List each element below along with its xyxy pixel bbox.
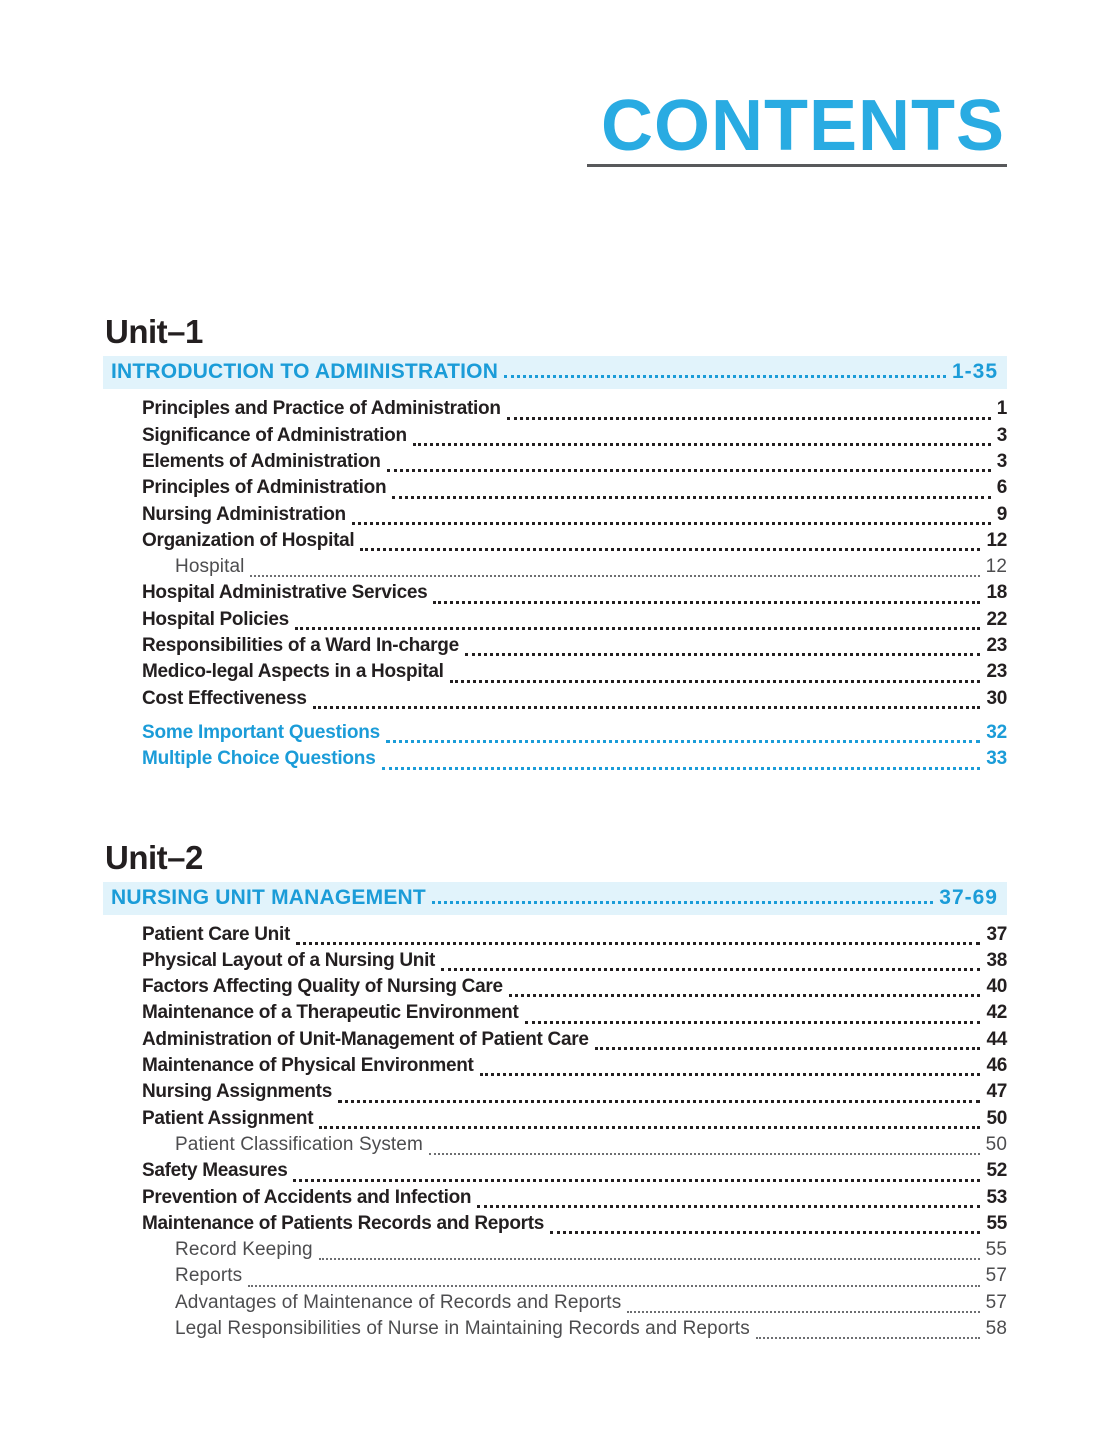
toc-entry-label: Patient Care Unit xyxy=(142,923,290,945)
toc-row xyxy=(142,477,1007,503)
extras-list xyxy=(103,722,1007,775)
toc-list xyxy=(103,398,1007,714)
toc-page-number: 30 xyxy=(986,687,1007,709)
toc-dotted-leader xyxy=(392,496,990,499)
toc-entry-label: Maintenance of Physical Environment xyxy=(142,1055,474,1077)
unit-block xyxy=(103,839,1007,1345)
toc-page-number: 12 xyxy=(986,529,1007,551)
toc-dotted-leader xyxy=(413,443,991,446)
toc-dotted-leader xyxy=(429,1153,980,1155)
toc-entry-label: Principles of Administration xyxy=(142,477,387,499)
toc-page-number: 12 xyxy=(985,556,1007,578)
toc-row xyxy=(142,530,1007,556)
toc-dotted-leader xyxy=(386,740,980,743)
toc-row xyxy=(142,635,1007,661)
toc-page-number: 32 xyxy=(986,721,1007,743)
toc-row xyxy=(142,950,1007,976)
toc-dotted-leader xyxy=(338,1100,980,1103)
section-title: INTRODUCTION TO ADMINISTRATION xyxy=(111,360,499,384)
toc-page-number: 22 xyxy=(986,608,1007,630)
toc-dotted-leader xyxy=(248,1285,979,1287)
toc-row xyxy=(142,722,1007,748)
toc-row xyxy=(142,609,1007,635)
toc-row xyxy=(142,1213,1007,1239)
toc-page-number: 1 xyxy=(996,398,1007,420)
toc-dotted-leader xyxy=(382,767,981,770)
toc-dotted-leader xyxy=(627,1311,979,1313)
toc-dotted-leader xyxy=(360,548,980,551)
toc-row xyxy=(142,1134,1007,1160)
toc-entry-label: Nursing Assignments xyxy=(142,1081,332,1103)
toc-entry-label: Medico-legal Aspects in a Hospital xyxy=(142,661,444,683)
toc-page-number: 38 xyxy=(986,949,1007,971)
toc-dotted-leader xyxy=(441,968,980,971)
toc-row xyxy=(142,556,1007,582)
toc-row xyxy=(142,688,1007,714)
toc-dotted-leader xyxy=(525,1021,981,1024)
toc-entry-label: Hospital Policies xyxy=(142,608,289,630)
toc-entry-label: Patient Assignment xyxy=(142,1107,314,1129)
toc-dotted-leader xyxy=(756,1337,980,1339)
toc-page-number: 55 xyxy=(986,1212,1007,1234)
toc-dotted-leader xyxy=(595,1047,981,1050)
toc-entry-label: Hospital Administrative Services xyxy=(142,582,428,604)
toc-row xyxy=(142,1081,1007,1107)
toc-row xyxy=(142,582,1007,608)
toc-page-number: 33 xyxy=(986,748,1007,770)
toc-page-number: 23 xyxy=(986,635,1007,657)
toc-dotted-leader xyxy=(295,627,981,630)
toc-dotted-leader xyxy=(480,1073,981,1076)
toc-row xyxy=(142,1160,1007,1186)
toc-page-number: 50 xyxy=(985,1133,1007,1155)
toc-row xyxy=(142,1318,1007,1344)
toc-entry-label: Elements of Administration xyxy=(142,450,381,472)
toc-entry-label: Significance of Administration xyxy=(142,424,407,446)
toc-row xyxy=(142,976,1007,1002)
toc-page-number: 18 xyxy=(986,582,1007,604)
toc-dotted-leader xyxy=(450,680,981,683)
toc-dotted-leader xyxy=(507,417,991,420)
toc-dotted-leader xyxy=(387,469,991,472)
section-page-range: 37-69 xyxy=(939,885,998,909)
toc-entry-label: Physical Layout of a Nursing Unit xyxy=(142,949,436,971)
toc-row xyxy=(142,1292,1007,1318)
toc-row xyxy=(142,504,1007,530)
toc-entry-label: Principles and Practice of Administration xyxy=(142,398,501,420)
toc-dotted-leader xyxy=(296,942,980,945)
toc-entry-label: Record Keeping xyxy=(175,1239,313,1261)
toc-entry-label: Responsibilities of a Ward In-charge xyxy=(142,635,459,657)
toc-page-number: 3 xyxy=(996,424,1007,446)
toc-entry-label: Safety Measures xyxy=(142,1160,288,1182)
section-bar xyxy=(103,882,1007,915)
toc-entry-label: Some Important Questions xyxy=(142,721,381,743)
toc-entry-label: Maintenance of a Therapeutic Environment xyxy=(142,1002,519,1024)
unit-heading: Unit–1 xyxy=(105,313,203,351)
toc-row xyxy=(142,1187,1007,1213)
toc-row xyxy=(142,748,1007,774)
toc-row xyxy=(142,1239,1007,1265)
toc-entry-label: Maintenance of Patients Records and Reports xyxy=(142,1212,545,1234)
toc-entry-label: Nursing Administration xyxy=(142,503,346,525)
toc-list xyxy=(103,924,1007,1345)
toc-entry-label: Reports xyxy=(175,1265,243,1287)
section-bar xyxy=(103,356,1007,389)
toc-row xyxy=(142,1002,1007,1028)
toc-entry-label: Multiple Choice Questions xyxy=(142,748,376,770)
toc-dotted-leader xyxy=(550,1231,980,1234)
page-title: CONTENTS xyxy=(587,92,1007,167)
toc-page-number: 57 xyxy=(985,1265,1007,1287)
toc-dotted-leader xyxy=(313,706,981,709)
toc-page-number: 9 xyxy=(996,503,1007,525)
toc-page-number: 46 xyxy=(986,1055,1007,1077)
toc-row xyxy=(142,1108,1007,1134)
toc-dotted-leader xyxy=(433,601,980,604)
toc-row xyxy=(142,1265,1007,1291)
toc-page-number: 57 xyxy=(985,1291,1007,1313)
toc-page-number: 55 xyxy=(985,1239,1007,1261)
toc-page-number: 40 xyxy=(986,976,1007,998)
toc-page-number: 6 xyxy=(996,477,1007,499)
toc-dotted-leader xyxy=(509,994,981,997)
toc-entry-label: Patient Classification System xyxy=(175,1133,423,1155)
toc-entry-label: Organization of Hospital xyxy=(142,529,355,551)
toc-entry-label: Hospital xyxy=(175,556,245,578)
toc-row xyxy=(142,1055,1007,1081)
toc-page-number: 23 xyxy=(986,661,1007,683)
section-page-range: 1-35 xyxy=(951,360,998,384)
unit-block xyxy=(103,313,1007,774)
toc-page-number: 44 xyxy=(986,1028,1007,1050)
toc-page-number: 37 xyxy=(986,923,1007,945)
toc-row xyxy=(142,661,1007,687)
title-wrap xyxy=(103,86,1007,167)
unit-heading: Unit–2 xyxy=(105,838,203,876)
toc-dotted-leader xyxy=(477,1205,980,1208)
toc-page-number: 58 xyxy=(985,1318,1007,1339)
toc-page-number: 47 xyxy=(986,1081,1007,1103)
toc-entry-label: Prevention of Accidents and Infection xyxy=(142,1186,472,1208)
toc-entry-label: Legal Responsibilities of Nurse in Maintaining Records and Reports xyxy=(175,1318,750,1339)
toc-entry-label: Administration of Unit-Management of Patient Care xyxy=(142,1028,589,1050)
toc-dotted-leader xyxy=(352,522,991,525)
toc-dotted-leader xyxy=(293,1179,980,1182)
section-title: NURSING UNIT MANAGEMENT xyxy=(111,885,426,909)
toc-row xyxy=(142,398,1007,424)
toc-row xyxy=(142,425,1007,451)
toc-entry-label: Cost Effectiveness xyxy=(142,687,307,709)
toc-page-number: 3 xyxy=(996,450,1007,472)
toc-entry-label: Advantages of Maintenance of Records and Reports xyxy=(175,1291,622,1313)
toc-dotted-leader xyxy=(250,575,979,577)
toc-dotted-leader xyxy=(465,653,981,656)
section-dotted-leader xyxy=(504,375,946,378)
toc-dotted-leader xyxy=(319,1126,980,1129)
toc-entry-label: Factors Affecting Quality of Nursing Care xyxy=(142,976,503,998)
toc-row xyxy=(142,1029,1007,1055)
toc-page-number: 50 xyxy=(986,1107,1007,1129)
section-dotted-leader xyxy=(432,901,933,904)
toc-page-number: 42 xyxy=(986,1002,1007,1024)
toc-row xyxy=(142,451,1007,477)
toc-row xyxy=(142,924,1007,950)
toc-page-number: 53 xyxy=(986,1186,1007,1208)
toc-page-number: 52 xyxy=(986,1160,1007,1182)
toc-dotted-leader xyxy=(319,1258,980,1260)
units-container xyxy=(103,313,1007,1344)
